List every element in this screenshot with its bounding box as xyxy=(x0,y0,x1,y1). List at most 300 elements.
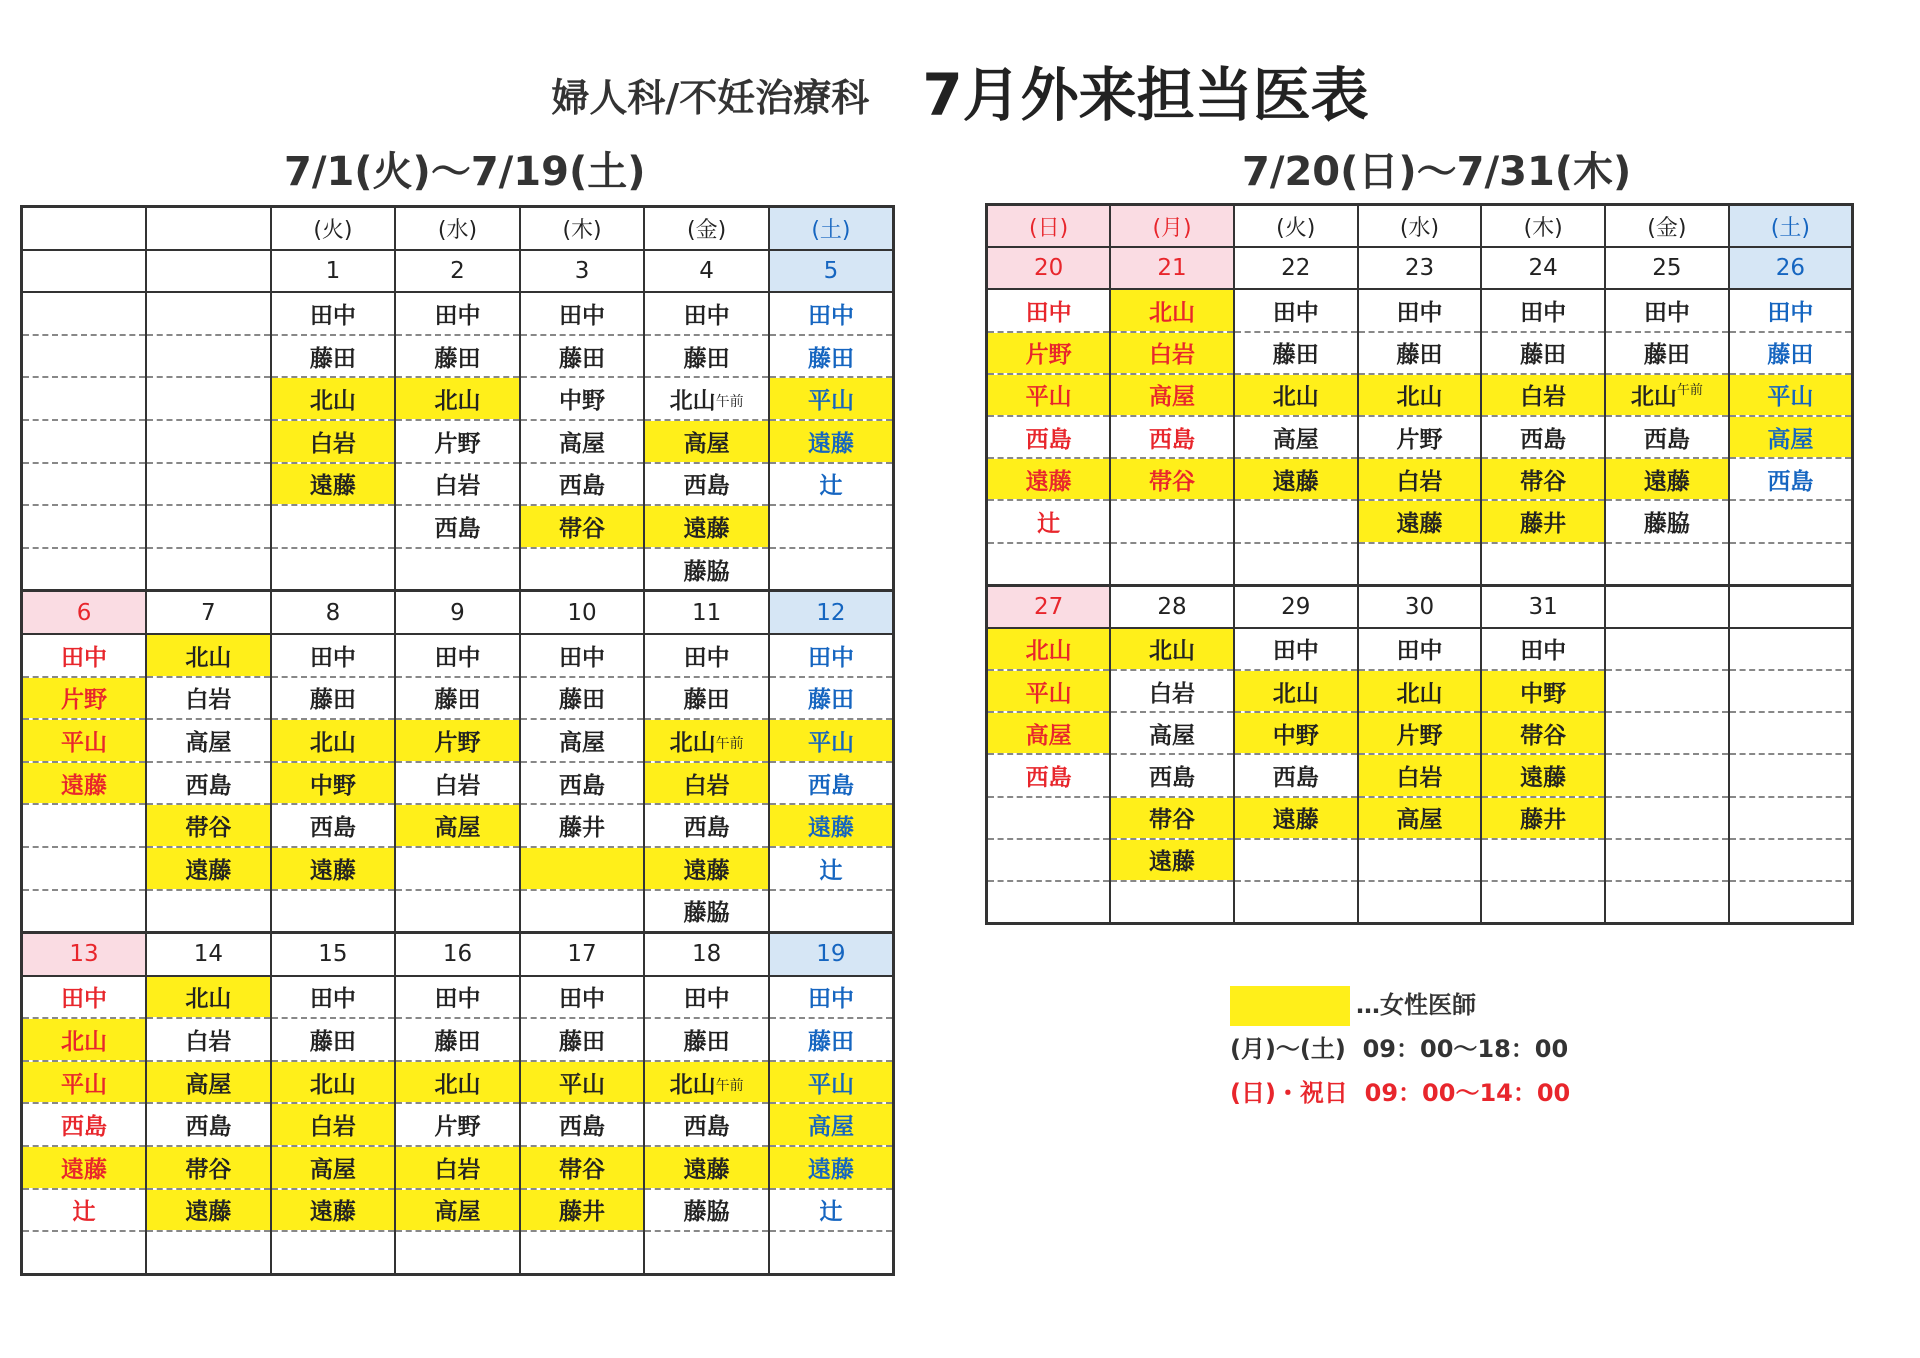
doctor-cell xyxy=(1110,839,1234,881)
day-number-cell: 30 xyxy=(1358,585,1482,628)
doctor-cell xyxy=(644,1231,769,1274)
doctor-row xyxy=(22,505,894,548)
doctor-cell xyxy=(146,377,271,420)
doctor-name: 白岩 xyxy=(185,687,232,714)
doctor-name: 中野 xyxy=(1272,722,1319,749)
doctor-cell xyxy=(644,1146,769,1189)
doctor-cell xyxy=(1234,500,1358,542)
doctor-name: 田中 xyxy=(309,986,356,1013)
doctor-cell xyxy=(987,839,1111,881)
doctor-cell xyxy=(1605,500,1729,542)
day-number-row xyxy=(22,933,894,976)
doctor-name: 高屋 xyxy=(559,729,606,756)
doctor-cell xyxy=(1358,881,1482,924)
doctor-name: 高屋 xyxy=(559,430,606,457)
doctor-name: 白岩 xyxy=(434,1156,481,1183)
doctor-row xyxy=(987,628,1853,670)
doctor-cell xyxy=(1234,712,1358,754)
doctor-cell xyxy=(1605,712,1729,754)
doctor-cell xyxy=(1729,332,1853,374)
day-number-cell: 15 xyxy=(271,933,396,976)
doctor-cell xyxy=(520,890,645,933)
doctor-name: 田中 xyxy=(807,986,854,1013)
doctor-name: 田中 xyxy=(309,644,356,671)
doctor-cell xyxy=(1234,754,1358,796)
doctor-name: 藤井 xyxy=(559,1199,606,1226)
doctor-cell xyxy=(1110,289,1234,331)
doctor-row xyxy=(987,332,1853,374)
doctor-cell xyxy=(769,890,894,933)
doctor-cell xyxy=(1234,416,1358,458)
doctor-name: 田中 xyxy=(683,302,730,329)
day-number-cell: 17 xyxy=(520,933,645,976)
weekday-header-cell: (金) xyxy=(644,207,769,250)
weekday-header-row xyxy=(22,207,894,250)
doctor-cell xyxy=(395,1103,520,1146)
doctor-cell xyxy=(1110,797,1234,839)
doctor-name: 遠藤 xyxy=(807,430,854,457)
doctor-name: 藤井 xyxy=(1520,510,1567,537)
doctor-row xyxy=(987,500,1853,542)
doctor-name: 帯谷 xyxy=(559,1156,606,1183)
doctor-name: 白岩 xyxy=(185,1029,232,1056)
doctor-cell xyxy=(271,463,396,506)
doctor-cell xyxy=(769,634,894,677)
doctor-cell xyxy=(769,1061,894,1104)
doctor-name: 平山 xyxy=(807,729,854,756)
doctor-cell xyxy=(395,634,520,677)
doctor-name: 西島 xyxy=(807,772,854,799)
doctor-name: 中野 xyxy=(559,388,606,415)
doctor-cell xyxy=(987,670,1111,712)
doctor-cell xyxy=(1605,797,1729,839)
doctor-cell xyxy=(1110,628,1234,670)
doctor-name: 藤田 xyxy=(309,1029,356,1056)
doctor-name: 西島 xyxy=(185,1114,232,1141)
doctor-name: 西島 xyxy=(559,1114,606,1141)
doctor-name: 高屋 xyxy=(1149,384,1196,411)
doctor-cell xyxy=(1110,416,1234,458)
doctor-cell xyxy=(395,762,520,805)
weekday-header-cell: (金) xyxy=(1605,205,1729,248)
doctor-cell xyxy=(1358,374,1482,416)
weekday-header-cell: (火) xyxy=(1234,205,1358,248)
doctor-cell xyxy=(1481,500,1605,542)
doctor-cell xyxy=(987,416,1111,458)
doctor-cell xyxy=(1234,881,1358,924)
doctor-name: 遠藤 xyxy=(1272,807,1319,834)
doctor-cell xyxy=(395,292,520,335)
doctor-cell xyxy=(520,1231,645,1274)
doctor-row xyxy=(22,976,894,1019)
doctor-name: 田中 xyxy=(1272,299,1319,326)
doctor-name: 田中 xyxy=(309,302,356,329)
legend xyxy=(1230,983,1570,1115)
doctor-name: 北山 xyxy=(309,388,356,415)
doctor-cell xyxy=(644,847,769,890)
doctor-row xyxy=(22,847,894,890)
doctor-cell xyxy=(22,847,147,890)
doctor-name: 遠藤 xyxy=(1643,468,1690,495)
doctor-cell xyxy=(22,1018,147,1061)
doctor-name: 平山 xyxy=(1025,384,1072,411)
doctor-cell xyxy=(22,976,147,1019)
doctor-name: 藤脇 xyxy=(683,900,730,927)
doctor-name: 藤脇 xyxy=(683,1199,730,1226)
doctor-cell xyxy=(1110,670,1234,712)
doctor-name: 西島 xyxy=(683,473,730,500)
doctor-name: 白岩 xyxy=(1149,342,1196,369)
doctor-cell xyxy=(146,548,271,591)
doctor-name: 北山 xyxy=(1025,638,1072,665)
doctor-name: 北山 xyxy=(309,729,356,756)
doctor-name: 藤田 xyxy=(807,345,854,372)
doctor-cell xyxy=(987,754,1111,796)
doctor-cell xyxy=(146,976,271,1019)
doctor-name: 遠藤 xyxy=(1149,849,1196,876)
doctor-name: 田中 xyxy=(807,644,854,671)
doctor-cell xyxy=(644,335,769,378)
doctor-name: 片野 xyxy=(434,729,481,756)
day-number-cell: 23 xyxy=(1358,247,1482,289)
doctor-cell xyxy=(1358,670,1482,712)
doctor-row xyxy=(22,548,894,591)
day-number-row xyxy=(22,591,894,634)
doctor-cell xyxy=(271,719,396,762)
doctor-name: 北山 xyxy=(1272,384,1319,411)
doctor-cell xyxy=(395,804,520,847)
doctor-name: 遠藤 xyxy=(185,857,232,884)
doctor-cell xyxy=(271,1061,396,1104)
doctor-cell xyxy=(1729,289,1853,331)
doctor-name: 北山 xyxy=(1272,680,1319,707)
doctor-row xyxy=(987,374,1853,416)
day-number-cell: 2 xyxy=(395,250,520,293)
doctor-cell xyxy=(271,292,396,335)
doctor-name: 帯谷 xyxy=(1149,807,1196,834)
doctor-cell xyxy=(1481,416,1605,458)
doctor-cell xyxy=(769,847,894,890)
doctor-cell xyxy=(271,762,396,805)
doctor-name: 西島 xyxy=(683,1114,730,1141)
doctor-name: 北山 xyxy=(61,1029,108,1056)
doctor-cell xyxy=(520,976,645,1019)
doctor-name: 北山 xyxy=(434,1071,481,1098)
doctor-cell xyxy=(644,762,769,805)
doctor-name: 西島 xyxy=(309,815,356,842)
doctor-cell xyxy=(146,890,271,933)
doctor-cell xyxy=(1358,754,1482,796)
doctor-cell xyxy=(22,677,147,720)
day-number-cell: 6 xyxy=(22,591,147,634)
doctor-name: 片野 xyxy=(61,687,108,714)
doctor-name: 田中 xyxy=(559,644,606,671)
doctor-cell xyxy=(1110,881,1234,924)
doctor-cell xyxy=(395,847,520,890)
doctor-name: 西島 xyxy=(1643,426,1690,453)
doctor-name: 帯谷 xyxy=(1520,468,1567,495)
doctor-cell xyxy=(520,335,645,378)
doctor-cell xyxy=(1729,628,1853,670)
doctor-cell xyxy=(146,719,271,762)
doctor-name: 田中 xyxy=(683,986,730,1013)
doctor-name: 平山 xyxy=(807,388,854,415)
doctor-cell xyxy=(644,463,769,506)
doctor-name: 田中 xyxy=(1520,299,1567,326)
schedule-title: 7月外来担当医表 xyxy=(922,61,1369,129)
doctor-cell xyxy=(22,548,147,591)
doctor-cell xyxy=(395,719,520,762)
am-note: 午前 xyxy=(715,735,744,752)
doctor-cell xyxy=(22,377,147,420)
doctor-name: 西島 xyxy=(1272,765,1319,792)
doctor-name: 藤田 xyxy=(807,687,854,714)
doctor-cell xyxy=(1358,289,1482,331)
doctor-name: 田中 xyxy=(683,644,730,671)
doctor-name: 田中 xyxy=(434,644,481,671)
doctor-row xyxy=(22,1103,894,1146)
doctor-name: 田中 xyxy=(807,302,854,329)
doctor-row xyxy=(22,1018,894,1061)
doctor-cell xyxy=(769,1103,894,1146)
doctor-name: 西島 xyxy=(559,473,606,500)
doctor-cell xyxy=(769,292,894,335)
doctor-cell xyxy=(395,1061,520,1104)
doctor-cell xyxy=(1358,416,1482,458)
doctor-name: 藤田 xyxy=(683,687,730,714)
doctor-cell xyxy=(395,335,520,378)
doctor-cell xyxy=(1481,881,1605,924)
doctor-name: 白岩 xyxy=(434,473,481,500)
doctor-cell xyxy=(22,292,147,335)
doctor-cell xyxy=(1605,332,1729,374)
doctor-name: 藤田 xyxy=(807,1029,854,1056)
doctor-name: 藤田 xyxy=(309,687,356,714)
doctor-cell xyxy=(1729,458,1853,500)
doctor-cell xyxy=(271,1103,396,1146)
doctor-cell xyxy=(146,292,271,335)
doctor-name: 辻 xyxy=(819,857,843,884)
doctor-name: 遠藤 xyxy=(185,1199,232,1226)
doctor-cell xyxy=(1481,628,1605,670)
range-heading-b: 7/20(日)～7/31(木) xyxy=(1242,149,1632,195)
doctor-name: 藤田 xyxy=(309,345,356,372)
doctor-name: 遠藤 xyxy=(807,1156,854,1183)
doctor-name: 藤田 xyxy=(434,1029,481,1056)
am-note: 午前 xyxy=(1676,383,1703,399)
doctor-cell xyxy=(769,976,894,1019)
doctor-name: 田中 xyxy=(1272,638,1319,665)
day-number-cell xyxy=(1605,585,1729,628)
doctor-cell xyxy=(1729,500,1853,542)
doctor-cell xyxy=(520,377,645,420)
doctor-name: 西島 xyxy=(683,815,730,842)
doctor-name: 遠藤 xyxy=(1025,468,1072,495)
range-heading-a: 7/1(火)～7/19(土) xyxy=(284,149,646,195)
doctor-cell xyxy=(395,463,520,506)
doctor-name: 高屋 xyxy=(1025,722,1072,749)
doctor-cell xyxy=(1605,754,1729,796)
doctor-cell xyxy=(987,332,1111,374)
doctor-cell xyxy=(271,1231,396,1274)
doctor-name: 北山 xyxy=(669,729,716,756)
doctor-row xyxy=(22,762,894,805)
doctor-row xyxy=(987,754,1853,796)
doctor-cell xyxy=(987,712,1111,754)
doctor-name: 遠藤 xyxy=(309,857,356,884)
weekday-header-cell: (土) xyxy=(1729,205,1853,248)
doctor-cell xyxy=(769,762,894,805)
doctor-cell xyxy=(146,1146,271,1189)
doctor-cell xyxy=(22,505,147,548)
doctor-cell xyxy=(987,374,1111,416)
day-number-row xyxy=(987,247,1853,289)
day-number-cell: 12 xyxy=(769,591,894,634)
doctor-cell xyxy=(644,719,769,762)
female-swatch xyxy=(1230,986,1350,1026)
doctor-name: 辻 xyxy=(72,1199,96,1226)
doctor-row xyxy=(987,458,1853,500)
doctor-name: 北山 xyxy=(434,388,481,415)
doctor-name: 北山 xyxy=(1149,638,1196,665)
doctor-name: 藤井 xyxy=(1520,807,1567,834)
doctor-name: 平山 xyxy=(61,729,108,756)
doctor-name: 田中 xyxy=(559,986,606,1013)
doctor-name: 遠藤 xyxy=(309,1199,356,1226)
doctor-name: 西島 xyxy=(1149,426,1196,453)
doctor-cell xyxy=(1234,374,1358,416)
doctor-row xyxy=(22,719,894,762)
doctor-name: 田中 xyxy=(61,986,108,1013)
am-note: 午前 xyxy=(715,1077,744,1094)
doctor-cell xyxy=(271,804,396,847)
doctor-row xyxy=(22,804,894,847)
doctor-name: 西島 xyxy=(1520,426,1567,453)
doctor-cell xyxy=(395,505,520,548)
doctor-name: 田中 xyxy=(1396,299,1443,326)
doctor-name: 平山 xyxy=(559,1071,606,1098)
doctor-row xyxy=(22,634,894,677)
doctor-cell xyxy=(22,1103,147,1146)
doctor-cell xyxy=(769,719,894,762)
doctor-row xyxy=(987,881,1853,924)
doctor-cell xyxy=(146,463,271,506)
doctor-name: 田中 xyxy=(1643,299,1690,326)
doctor-name: 田中 xyxy=(434,302,481,329)
doctor-name: 遠藤 xyxy=(1396,510,1443,537)
doctor-cell xyxy=(520,420,645,463)
doctor-cell xyxy=(1481,374,1605,416)
doctor-cell xyxy=(987,458,1111,500)
doctor-name: 藤田 xyxy=(559,345,606,372)
doctor-name: 平山 xyxy=(61,1071,108,1098)
doctor-cell xyxy=(1110,374,1234,416)
doctor-name: 藤井 xyxy=(559,815,606,842)
doctor-name: 平山 xyxy=(807,1071,854,1098)
doctor-name: 遠藤 xyxy=(61,772,108,799)
doctor-cell xyxy=(644,677,769,720)
weekday-header-cell: (日) xyxy=(987,205,1111,248)
doctor-cell xyxy=(1234,332,1358,374)
weekday-header-cell: (木) xyxy=(520,207,645,250)
doctor-cell xyxy=(520,847,645,890)
doctor-row xyxy=(987,712,1853,754)
legend-female-label: …女性医師 xyxy=(1356,991,1476,1019)
doctor-name: 田中 xyxy=(1025,299,1072,326)
doctor-cell xyxy=(146,420,271,463)
doctor-cell xyxy=(1481,332,1605,374)
doctor-name: 遠藤 xyxy=(807,815,854,842)
doctor-cell xyxy=(520,1146,645,1189)
doctor-cell xyxy=(1358,712,1482,754)
doctor-cell xyxy=(271,1146,396,1189)
doctor-cell xyxy=(520,1018,645,1061)
doctor-cell xyxy=(1729,881,1853,924)
doctor-cell xyxy=(1605,458,1729,500)
doctor-cell xyxy=(22,1189,147,1232)
doctor-cell xyxy=(1358,797,1482,839)
doctor-name: 西島 xyxy=(61,1114,108,1141)
day-number-cell: 9 xyxy=(395,591,520,634)
weekday-header-cell: (水) xyxy=(1358,205,1482,248)
doctor-row xyxy=(22,377,894,420)
doctor-name: 西島 xyxy=(1149,765,1196,792)
doctor-cell xyxy=(22,335,147,378)
doctor-cell xyxy=(271,634,396,677)
doctor-cell xyxy=(1729,839,1853,881)
doctor-cell xyxy=(146,634,271,677)
doctor-cell xyxy=(1481,289,1605,331)
doctor-cell xyxy=(146,335,271,378)
doctor-cell xyxy=(644,976,769,1019)
doctor-name: 白岩 xyxy=(434,772,481,799)
doctor-row xyxy=(987,839,1853,881)
doctor-name: 藤田 xyxy=(559,687,606,714)
doctor-cell xyxy=(1358,628,1482,670)
doctor-cell xyxy=(395,890,520,933)
doctor-cell xyxy=(1605,289,1729,331)
doctor-cell xyxy=(22,420,147,463)
doctor-cell xyxy=(395,976,520,1019)
doctor-cell xyxy=(644,890,769,933)
day-number-cell xyxy=(1729,585,1853,628)
doctor-cell xyxy=(395,1146,520,1189)
doctor-name: 高屋 xyxy=(434,1199,481,1226)
doctor-name: 西島 xyxy=(185,772,232,799)
doctor-row xyxy=(22,1231,894,1274)
doctor-name: 帯谷 xyxy=(185,815,232,842)
doctor-name: 藤田 xyxy=(1643,342,1690,369)
doctor-name: 帯谷 xyxy=(1149,468,1196,495)
doctor-cell xyxy=(271,847,396,890)
doctor-cell xyxy=(1481,712,1605,754)
holiday-label: (日)・祝日 xyxy=(1230,1079,1348,1107)
doctor-name: 遠藤 xyxy=(1520,765,1567,792)
doctor-cell xyxy=(644,1061,769,1104)
doctor-cell xyxy=(1234,458,1358,500)
doctor-row xyxy=(987,289,1853,331)
doctor-cell xyxy=(1729,374,1853,416)
weekday-header-row xyxy=(987,205,1853,248)
weekday-header-cell xyxy=(22,207,147,250)
doctor-name: 高屋 xyxy=(683,430,730,457)
doctor-name: 中野 xyxy=(1520,680,1567,707)
doctor-name: 高屋 xyxy=(1272,426,1319,453)
doctor-cell xyxy=(1234,670,1358,712)
doctor-cell xyxy=(1729,543,1853,586)
doctor-name: 西島 xyxy=(1025,426,1072,453)
doctor-cell xyxy=(22,463,147,506)
